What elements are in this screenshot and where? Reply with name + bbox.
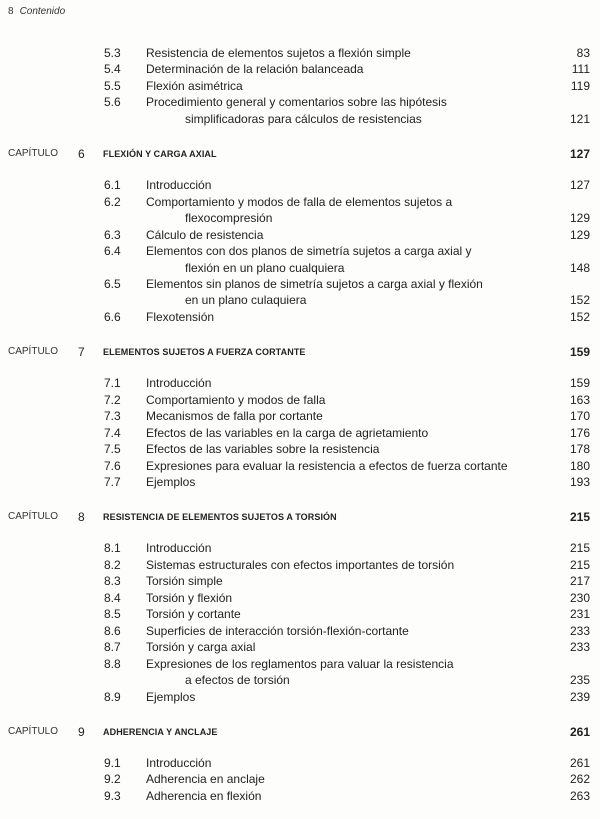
section-number: 5.3 [104,46,121,60]
page-number: 148 [569,260,590,275]
toc-entry[interactable] [0,276,600,292]
chapter-label: CAPÍTULO [8,346,59,358]
toc-entry[interactable] [0,639,600,655]
page-number: 230 [569,590,590,605]
section-title-continuation: simplificadoras para cálculos de resistencias [185,111,422,126]
toc-entry[interactable] [0,392,600,408]
section-number: 9.2 [104,772,121,787]
chapter-number: 9 [78,724,85,739]
section-title: Ejemplos [146,475,196,489]
chapter-title: FLEXIÓN Y CARGA AXIAL [103,149,217,160]
toc-entry[interactable] [0,689,600,705]
toc-entry-continuation[interactable] [0,111,600,127]
page-number: 152 [569,309,590,324]
section-number: 8.3 [104,574,121,589]
section-title: Procedimiento general y comentarios sobre las hipótesis [146,95,447,110]
section-number: 7.4 [104,425,121,440]
chapter-number: 8 [78,510,85,525]
chapter-heading[interactable] [0,509,600,525]
chapter-number: 6 [78,147,85,162]
section-title-continuation: a efectos de torsión [185,673,290,688]
section-title: Torsión y carga axial [146,640,256,655]
page-number: 152 [569,293,590,308]
page-number: 127 [569,178,590,193]
toc-entry[interactable] [0,474,600,490]
section-name: Contenido [19,6,66,17]
toc-entry[interactable] [0,309,600,325]
page-number: 176 [569,425,590,440]
toc-entry[interactable] [0,78,600,94]
section-title: Ejemplos [146,689,196,704]
section-title: Cálculo de resistencia [146,227,264,242]
section-number: 8.2 [104,557,121,572]
section-number: 5.4 [104,62,121,77]
page-number: 178 [569,442,590,457]
section-title: Adherencia en anclaje [146,772,265,787]
section-title-continuation: en un plano culaquiera [185,293,307,308]
toc-entry[interactable] [0,227,600,243]
page-number: 119 [570,78,590,93]
section-title: Flexión asimétrica [146,78,243,93]
section-title: Introducción [146,376,212,391]
section-title: Torsión y cortante [146,607,241,622]
toc-entry[interactable] [0,590,600,606]
page-number: 261 [569,724,590,739]
toc-entry[interactable] [0,61,600,77]
toc-entry[interactable] [0,441,600,457]
toc-entry[interactable] [0,45,600,61]
toc-entry[interactable] [0,656,600,672]
page-number: 159 [569,376,590,391]
page-number: 215 [569,557,590,572]
chapter-label: CAPÍTULO [8,148,59,160]
toc-entry[interactable] [0,755,600,771]
section-number: 6.2 [104,194,121,209]
page-number: 261 [569,755,590,770]
page-number: 215 [569,541,590,556]
section-number: 8.1 [104,541,121,556]
section-number: 8.7 [104,640,121,655]
page-number: 129 [569,211,590,226]
chapter-label: CAPÍTULO [8,725,59,737]
section-number: 8.8 [104,656,121,671]
page-number: 129 [569,227,590,242]
section-title: Efectos de las variables sobre la resistencia [146,442,380,457]
toc-entry[interactable] [0,623,600,639]
toc-entry[interactable] [0,243,600,259]
section-number: 7.7 [104,475,121,489]
section-title: Comportamiento y modos de falla [146,392,326,407]
page-number: 262 [569,772,590,787]
section-title: Sistemas estructurales con efectos importantes de torsión [146,557,455,572]
section-title: Efectos de las variables en la carga de agrietamiento [146,425,429,440]
toc-entry[interactable] [0,557,600,573]
section-title: Elementos con dos planos de simetría sujetos a carga axial y [146,244,472,259]
toc-entry-continuation[interactable] [0,672,600,688]
page-number: 235 [569,673,590,688]
toc-entry-continuation[interactable] [0,210,600,226]
toc-entry[interactable] [0,425,600,441]
section-title: Expresiones de los reglamentos para valuar la resistencia [146,656,454,671]
chapter-label: CAPÍTULO [8,511,59,523]
section-title: Flexotensión [146,309,215,324]
toc-entry[interactable] [0,606,600,622]
page-number: 8 [8,6,14,17]
section-title-continuation: flexocompresión [185,211,273,226]
page-number: 231 [569,607,590,622]
section-title: Introducción [146,755,212,770]
section-number: 9.1 [104,755,121,770]
page-number: 83 [576,46,590,60]
page-number: 217 [569,574,590,589]
page-number: 180 [569,458,590,473]
page-number: 263 [569,788,590,803]
toc-entry[interactable] [0,540,600,556]
section-number: 7.5 [104,442,121,457]
section-number: 6.1 [104,178,121,193]
section-number: 8.9 [104,689,121,704]
section-title: Introducción [146,541,212,556]
running-header [8,6,65,17]
chapter-heading[interactable] [0,724,600,740]
toc-entry[interactable] [0,771,600,787]
section-title: Torsión y flexión [146,590,233,605]
section-number: 7.1 [104,376,121,391]
page-number: 215 [569,510,590,525]
chapter-title: RESISTENCIA DE ELEMENTOS SUJETOS A TORSIÓN [103,512,337,523]
section-title-continuation: flexión en un plano cualquiera [185,260,345,275]
page-number: 233 [569,623,590,638]
chapter-title: ADHERENCIA Y ANCLAJE [103,726,218,737]
section-number: 5.5 [104,78,121,93]
section-number: 7.2 [104,392,121,407]
page-number: 239 [569,689,590,704]
page-number: 170 [569,409,590,424]
toc-entry[interactable] [0,194,600,210]
toc-entry[interactable] [0,573,600,589]
section-title: Expresiones para evaluar la resistencia a efectos de fuerza cortante [146,458,508,473]
section-title: Torsión simple [146,574,223,589]
page-number: 127 [569,147,590,162]
section-number: 9.3 [104,788,121,803]
toc-entry[interactable] [0,94,600,110]
section-number: 8.6 [104,623,121,638]
section-number: 8.5 [104,607,121,622]
chapter-number: 7 [78,345,85,360]
section-number: 5.6 [104,95,121,110]
toc-entry-continuation[interactable] [0,260,600,276]
section-number: 6.6 [104,309,121,324]
toc-entry[interactable] [0,408,600,424]
page-number: 121 [569,111,590,126]
page-number: 111 [571,62,590,77]
section-title: Comportamiento y modos de falla de elementos sujetos a [146,194,453,209]
page-number: 159 [569,345,590,360]
section-title: Determinación de la relación balanceada [146,62,364,77]
toc-entry[interactable] [0,177,600,193]
section-number: 6.5 [104,276,121,291]
chapter-title: ELEMENTOS SUJETOS A FUERZA CORTANTE [103,347,306,358]
section-title: Adherencia en flexión [146,788,262,803]
section-number: 6.3 [104,227,121,242]
section-number: 7.3 [104,409,121,424]
toc-entry-continuation[interactable] [0,292,600,308]
page-number: 193 [569,475,590,489]
section-title: Mecanismos de falla por cortante [146,409,323,424]
section-number: 6.4 [104,244,121,259]
page-number: 233 [569,640,590,655]
section-number: 8.4 [104,590,121,605]
section-title: Introducción [146,178,212,193]
section-title: Resistencia de elementos sujetos a flexión simple [146,46,411,60]
section-number: 7.6 [104,458,121,473]
page-number: 163 [569,392,590,407]
toc-entry[interactable] [0,788,600,804]
section-title: Superficies de interacción torsión-flexión-cortante [146,623,409,638]
toc-entry[interactable] [0,375,600,391]
chapter-heading[interactable] [0,146,600,162]
toc-entry[interactable] [0,458,600,474]
section-title: Elementos sin planos de simetría sujetos a carga axial y flexión [146,276,483,291]
chapter-heading[interactable] [0,344,600,360]
